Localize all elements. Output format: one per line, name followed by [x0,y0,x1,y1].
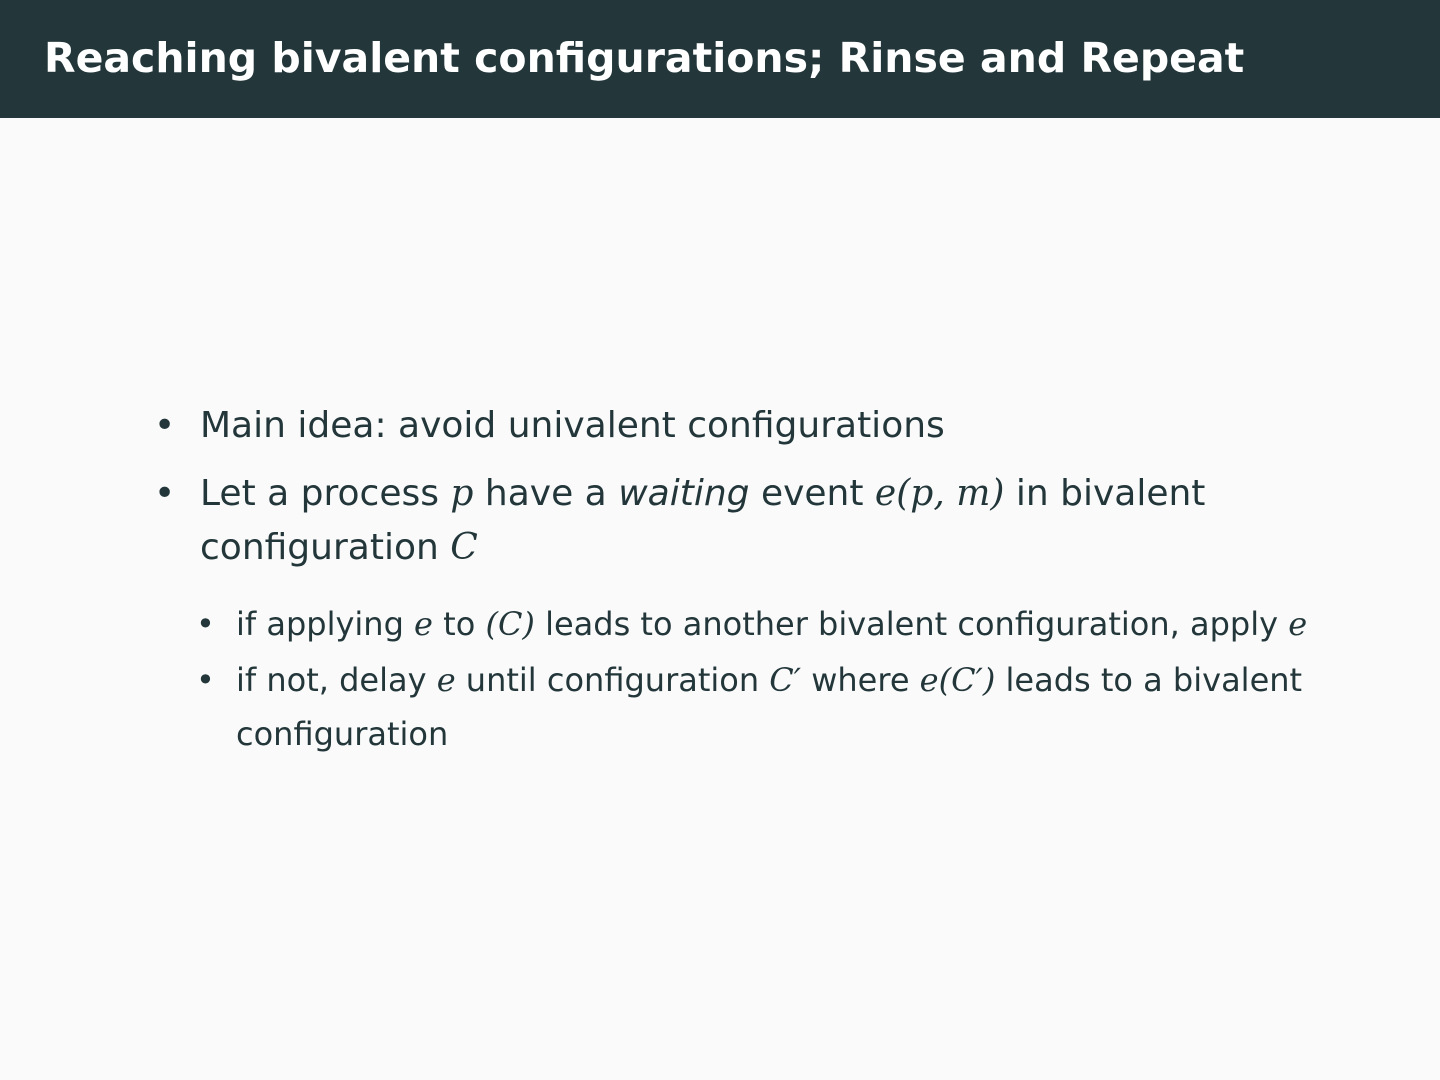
sub-bullet-text-part: leads to a bivalent configuration [236,661,1303,753]
bullet-icon: • [154,405,176,446]
emphasis-waiting: waiting [618,473,750,514]
math-e: e [414,605,433,643]
math-C-prime: C′ [769,661,802,699]
sub-bullet-item-apply [150,597,1330,651]
math-e-C-prime: e(C′) [919,661,996,699]
bullet-text-part: Let a process [200,473,451,514]
math-process-p: p [450,473,474,514]
bullet-item-waiting-event [150,467,1330,761]
bullet-text: Main idea: avoid univalent configurations [200,405,945,446]
bullet-text-part: have a [473,473,619,514]
sub-bullet-text-part: if not, delay [236,661,437,699]
bullet-icon: • [154,473,176,514]
math-event: e(p, m) [874,473,1005,514]
slide-body [150,399,1330,775]
frame-title-bar [0,0,1440,118]
sub-bullet-text-part: to [432,605,486,643]
sub-bullet-text-part: until configuration [455,661,770,699]
math-configuration-C: C [450,527,478,568]
sub-bullet-list [196,597,1330,761]
bullet-item-main-idea [150,399,1330,453]
slide-title: Reaching bivalent configurations; Rinse and Repeat [44,34,1245,82]
sub-bullet-text-part: leads to another bivalent configuration, apply [534,605,1289,643]
sub-bullet-item-delay [150,653,1330,761]
bullet-list [150,399,1330,761]
math-e: e [1288,605,1308,643]
bullet-text-part: event [749,473,875,514]
sub-bullet-icon: • [196,605,215,643]
sub-bullet-text-part: if applying [236,605,415,643]
math-C: (C) [485,605,535,643]
math-e: e [436,661,456,699]
sub-bullet-text-part: where [801,661,920,699]
bullet-text-part: in bivalent configuration [200,473,1206,568]
sub-bullet-icon: • [196,661,215,699]
